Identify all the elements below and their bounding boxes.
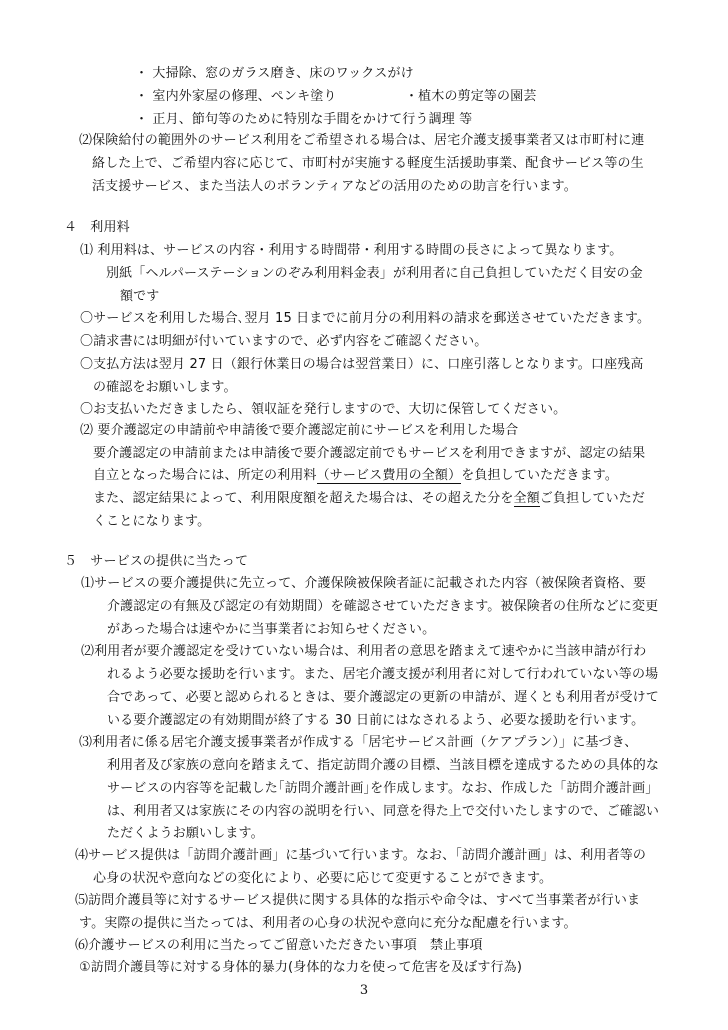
bullet-cleaning: ・ 大掃除、窓のガラス磨き、床のワックスがけ [135,66,414,81]
text-segment: 自立となった場合には、所定の利用料 [93,468,317,483]
paragraph-line: 心身の状況や意向などの変化により、必要に応じて変更することができます。 [93,871,553,886]
page-number: 3 [359,983,369,998]
paragraph-line: いる要介護認定の有効期間が終了する 30 日前にはなされるよう、必要な援助を行います。 [107,713,645,728]
paragraph-line: ⑵利用者が要介護認定を受けていない場合は、利用者の意思を踏まえて速やかに当該申請が行わ [81,644,647,659]
bullet-cooking: ・ 正月、節句等のために特別な手間をかけて行う調理 等 [135,112,473,127]
section-heading-fees: ４ 利用料 [64,220,130,235]
paragraph-line: サービスの内容等を記載した｢訪問介護計画｣を作成します。なお、作成した「訪問介護計画」 [107,781,659,796]
paragraph-line: があった場合は速やかに当事業者にお知らせください。 [107,622,436,637]
paragraph-line: ⑹介護サービスの利用に当たってご留意いただきたい事項 禁止事項 [75,938,483,953]
paragraph-line: ⑴サービスの要介護提供に先立って、介護保険被保険者証に記載された内容（被保険者資格、要 [81,576,647,591]
bullet-repair: ・ 室内外家屋の修理、ペンキ塗り [135,89,337,104]
paragraph-line: は、利用者又は家族にその内容の説明を行い、同意を得た上で交付いたしますので、ご確認い [107,804,660,819]
paragraph-line: 〇請求書には明細が付いていますので、必ず内容をご確認ください。 [80,334,488,349]
paragraph-line: ⑵ 要介護認定の申請前や申請後で要介護認定前にサービスを利用した場合 [80,423,519,438]
paragraph-line: 〇サービスを利用した場合､翌月 15 日までに前月分の利用料の請求を郵送させていただきます。 [80,311,651,326]
paragraph-line: ⑴ 利用料は、サービスの内容・利用する時間帯・利用する時間の長さによって異なります。 [80,243,623,258]
bullet-gardening: ・植木の剪定等の園芸 [405,89,537,104]
paragraph-line: ⑵保険給付の範囲外のサービス利用をご希望される場合は、居宅介護支援事業者又は市町村に連 [79,133,645,148]
paragraph-line [93,489,645,509]
paragraph-line: ただくようお願いします。 [107,826,264,841]
paragraph-line: くことになります。 [93,514,211,529]
paragraph-line: 別紙「ヘルパーステーションのぞみ利用料金表」が利用者に自己負担していただく目安の金 [106,266,643,281]
paragraph-line: ⑷サービス提供は「訪問介護計画」に基づいて行います。なお、「訪問介護計画」は、利用者等の [75,848,647,863]
paragraph-line: 利用者及び家族の意向を踏まえて、指定訪問介護の目標、当該目標を達成するための具体的な [107,758,660,773]
paragraph-line: の確認をお願いします。 [93,380,237,395]
paragraph-line: 要介護認定の申請前または申請後で要介護認定前でもサービスを利用できますが、認定の結果 [93,446,646,461]
paragraph-line: 額です [120,289,160,304]
paragraph-line: ⑸訪問介護員等に対するサービス提供に関する具体的な指示や命令は、すべて当事業者が行いま [75,893,641,908]
paragraph-line: 〇支払方法は翌月 27 日（銀行休業日の場合は翌営業日）に、口座引落しとなります。口座残高 [80,357,644,372]
paragraph-line: す。実際の提供に当たっては、利用者の心身の状況や意向に充分な配慮を行います。 [79,916,577,931]
underlined-text: （サービス費用の全額） [316,468,462,483]
paragraph-line: 〇お支払いただきましたら、領収証を発行しますので、大切に保管してください。 [80,402,567,417]
underlined-text: 全額 [513,491,540,506]
paragraph-line: ①訪問介護員等に対する身体的暴力(身体的な力を使って危害を及ぼす行為) [79,960,523,975]
text-segment: ご負担していただ [539,491,646,506]
paragraph-line: 活支援サービス、また当法人のボランティアなどの活用のための助言を行います。 [92,179,577,194]
paragraph-line: れるよう必要な援助を行います。また、居宅介護支援が利用者に対して行われていない等の場 [107,667,659,682]
paragraph-line: ⑶利用者に係る居宅介護支援事業者が作成する「居宅サービス計画（ケアプラン）」に基づき、 [79,735,638,750]
paragraph-line: 絡した上で、ご希望内容に応じて、市町村が実施する軽度生活援助事業、配食サービス等の生 [92,156,644,171]
text-segment: また、認定結果によって、利用限度額を超えた場合は、その超えた分を [93,491,514,506]
paragraph-line: 介護認定の有無及び認定の有効期間）を確認させていただきます。被保険者の住所などに変更 [107,599,659,614]
section-heading-service: ５ サービスの提供に当たって [64,554,249,569]
paragraph-line [93,466,618,486]
paragraph-line: 合であって、必要と認められるときは、要介護認定の更新の申請が、遅くとも利用者が受けて [107,690,659,705]
text-segment: を負担していただきます。 [461,468,618,483]
